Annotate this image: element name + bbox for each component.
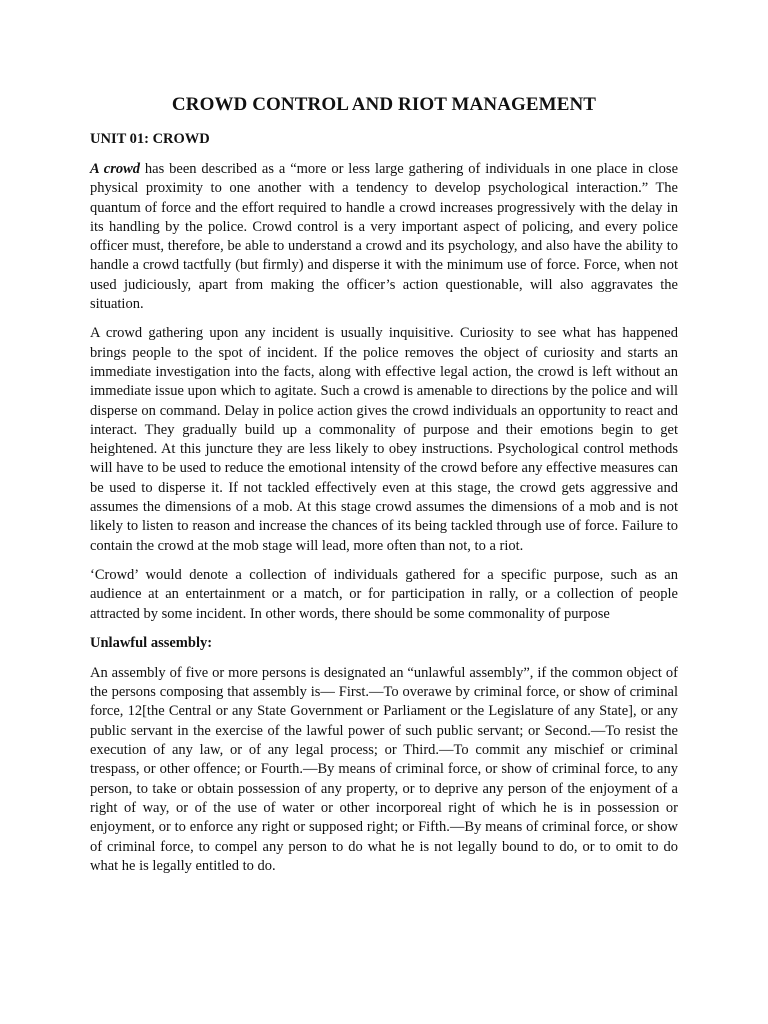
unlawful-assembly-heading: Unlawful assembly:: [90, 634, 213, 651]
page-title: CROWD CONTROL AND RIOT MANAGEMENT: [171, 94, 597, 115]
paragraph-crowd-definition: [90, 160, 678, 314]
document-page: [90, 94, 678, 886]
paragraph-unlawful-assembly: An assembly of five or more persons is designated an “unlawful assembly”, if the common object of the persons composing that assembly is— First.—To overawe by criminal force, or show of criminal force, 12[the Central or any State Government or Parliament or the Legislature of any State], or any public servant in the exercise of the lawful power of such public servant; or Second.—To resist the execution of any law, or of any legal process; or Third.—To commit any mischief or criminal trespass, or other offence; or Fourth.—By means of criminal force, or show of criminal force, to any person, to take or obtain possession of any property, or to deprive any person of the enjoyment of a right of way, or of the use of water or other incorporeal right of which he is in possession or enjoyment, or to enforce any right or supposed right; or Fifth.—By means of criminal force, or show of criminal force, to compel any person to do what he is not legally bound to do, or to omit to do what he is legally entitled to do.: [90, 664, 678, 874]
unit-heading: UNIT 01: CROWD: [90, 131, 210, 147]
paragraph-body: has been described as a “more or less large gathering of individuals in one place in close physical proximity to one another with a tendency to develop psychological interaction.” The quantum of force and the effort required to handle a crowd increases progressively with the delay in its handling by the police. Crowd control is a very important aspect of policing, and every police officer must, therefore, be able to understand a crowd and its psychology, and also have the ability to handle a crowd tactfully (but firmly) and disperse it with the minimum use of force. Force, when not used judiciously, apart from making the officer’s action questionable, will also aggravates the situation.: [90, 161, 679, 313]
paragraph-crowd-meaning: ‘Crowd’ would denote a collection of individuals gathered for a specific purpose, such as an audience at an entertainment or a match, or for participation in rally, or a collection of people attracted by some incident. In other words, there should be some commonality of purpose: [90, 566, 678, 622]
paragraph-lead-term: A crowd: [90, 161, 141, 177]
paragraph-crowd-gathering: A crowd gathering upon any incident is usually inquisitive. Curiosity to see what has happened brings people to the spot of incident. If the police removes the object of curiosity and starts an immediate investigation into the facts, along with effective legal action, the crowd is left without an immediate issue upon which to agitate. Such a crowd is amenable to directions by the police and will disperse on command. Delay in police action gives the crowd individuals an opportunity to react and interact. They gradually build up a commonality of purpose and their emotions begin to get heightened. At this juncture they are less likely to obey instructions. Psychological control methods will have to be used to reduce the emotional intensity of the crowd before any effective measures can be used to disperse it. If not tackled effectively even at this stage, the crowd gets aggressive and assumes the dimensions of a mob. At this stage crowd assumes the dimensions of a mob and is not likely to listen to reason and increase the chances of its being tackled through use of force. Failure to contain the crowd at the mob stage will lead, more often than not, to a riot.: [90, 325, 678, 554]
